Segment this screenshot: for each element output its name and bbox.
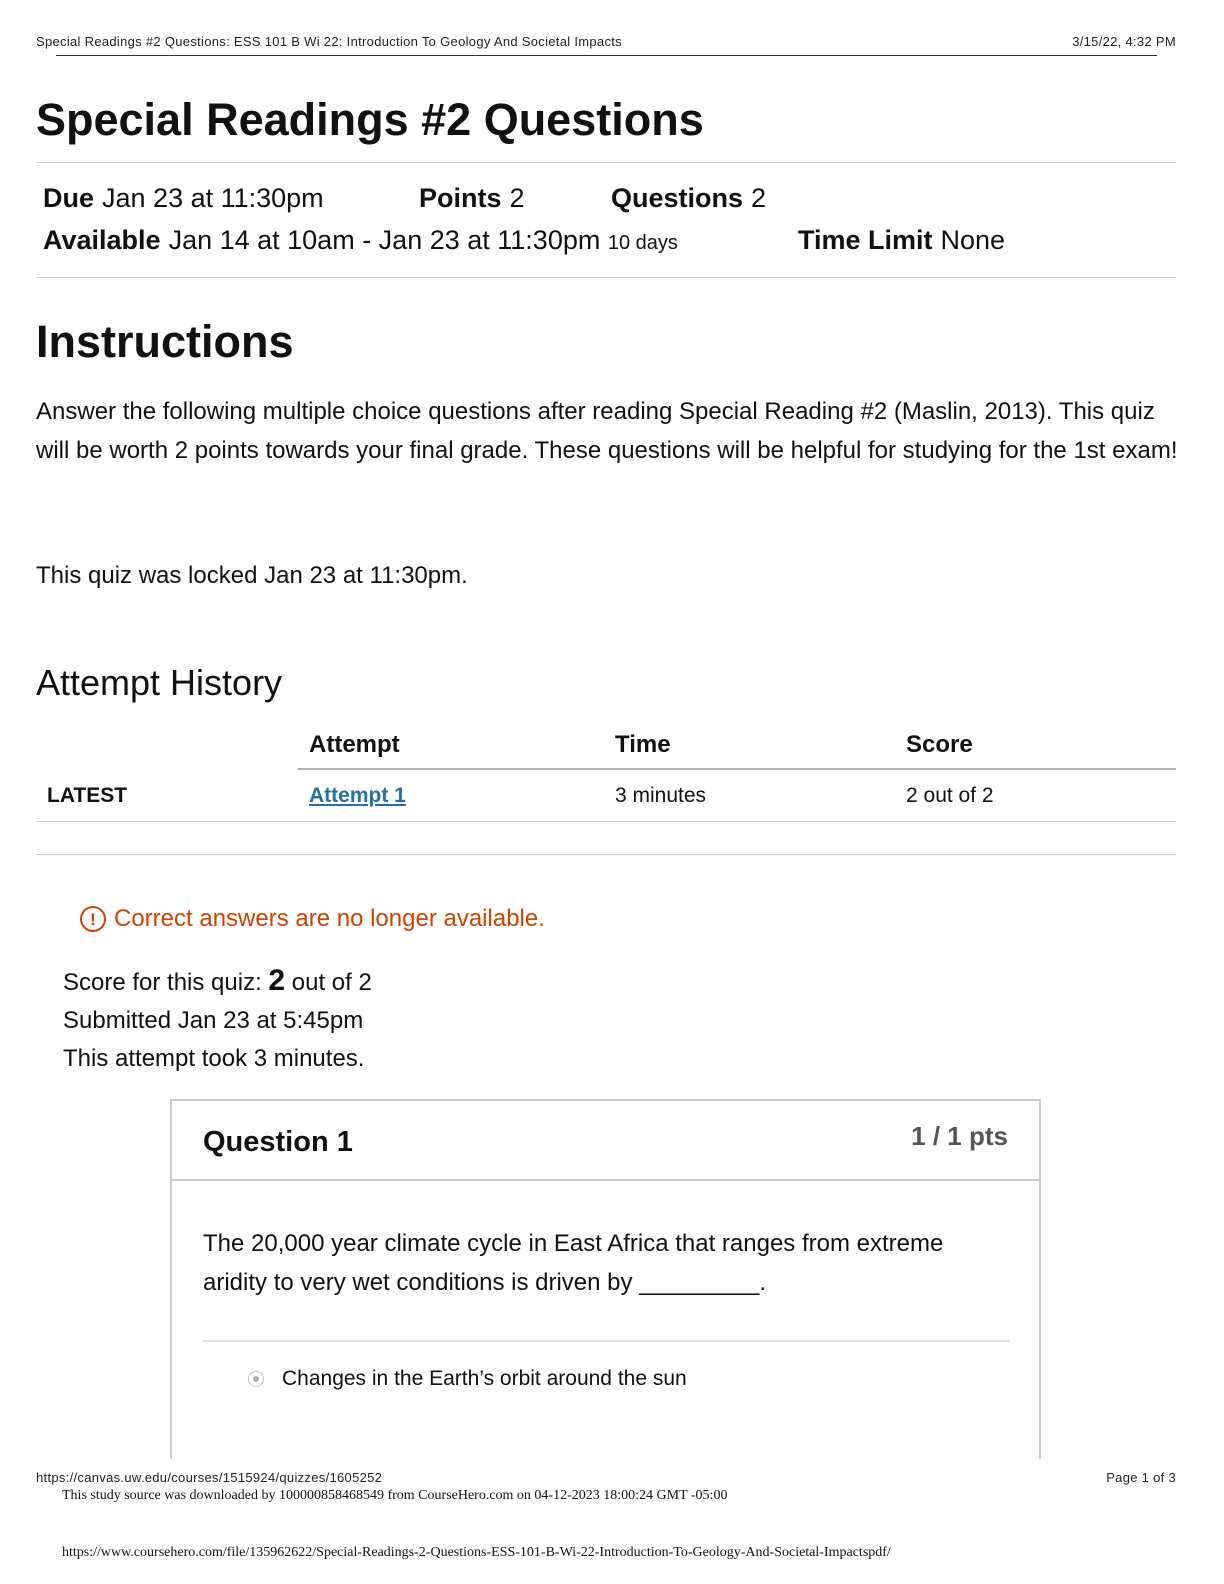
- meta-points-label: Points: [419, 183, 502, 213]
- answer-text: Changes in the Earth’s orbit around the sun: [282, 1367, 687, 1390]
- instructions-heading: Instructions: [36, 316, 294, 367]
- submitted-time: Submitted Jan 23 at 5:45pm: [63, 1007, 364, 1034]
- column-header-time: Time: [615, 731, 671, 758]
- meta-due-value: Jan 23 at 11:30pm: [102, 183, 324, 213]
- locked-notice: This quiz was locked Jan 23 at 11:30pm.: [36, 562, 468, 589]
- question-divider: [203, 1340, 1009, 1342]
- attempt-1-link[interactable]: Attempt 1: [309, 784, 406, 807]
- attempt-cell: [309, 784, 406, 808]
- attempt-time-cell: 3 minutes: [615, 784, 707, 807]
- print-footer-page: Page 1 of 3: [1106, 1470, 1176, 1485]
- attempt-history-heading: Attempt History: [36, 662, 283, 703]
- instructions-body: Answer the following multiple choice questions after reading Special Reading #2 (Maslin, 2013). This quiz will be worth 2 points towards your final grade. These questions will be helpful for studying for the 1st exam!: [36, 398, 1178, 464]
- meta-available-label: Available: [43, 225, 161, 255]
- print-footer-url: https://canvas.uw.edu/courses/1515924/quizzes/1605252: [36, 1470, 383, 1485]
- meta-points: [419, 183, 525, 214]
- meta-divider: [36, 277, 1176, 278]
- meta-time-limit-label: Time Limit: [798, 225, 933, 255]
- answers-unavailable-notice: [80, 905, 545, 933]
- meta-available-value: Jan 14 at 10am - Jan 23 at 11:30pm: [168, 225, 601, 255]
- print-header-divider: [56, 55, 1157, 56]
- score-summary: [63, 964, 372, 998]
- answers-unavailable-text: Correct answers are no longer available.: [114, 905, 545, 932]
- column-header-score: Score: [906, 731, 973, 758]
- score-value: 2: [268, 964, 286, 997]
- table-header-divider: [298, 768, 1176, 770]
- source-note: This study source was downloaded by 100000858468549 from CourseHero.com on 04-12-2023 18:00:24 GMT -05:00: [62, 1488, 728, 1503]
- question-header: [172, 1101, 1039, 1181]
- answer-option: [248, 1367, 687, 1391]
- question-text: The 20,000 year climate cycle in East Africa that ranges from extreme aridity to very wet conditions is driven by _________.: [203, 1230, 944, 1296]
- attempt-score-cell: 2 out of 2: [906, 784, 994, 807]
- meta-points-value: 2: [509, 183, 525, 213]
- title-divider: [36, 162, 1176, 163]
- meta-questions-value: 2: [751, 183, 767, 213]
- warning-icon: !: [80, 906, 106, 932]
- attempt-duration: This attempt took 3 minutes.: [63, 1045, 365, 1072]
- score-suffix: out of 2: [285, 969, 372, 996]
- print-header-title: Special Readings #2 Questions: ESS 101 B Wi 22: Introduction To Geology And Societal Impacts: [36, 34, 622, 49]
- meta-available: [43, 225, 678, 256]
- row-label-latest: LATEST: [47, 784, 128, 807]
- meta-time-limit: [798, 225, 1005, 256]
- meta-due: [43, 183, 324, 214]
- source-url: https://www.coursehero.com/file/135962622/Special-Readings-2-Questions-ESS-101-B-Wi-22-Introduction-To-Geology-And-Societal-Impactspdf/: [62, 1545, 891, 1560]
- meta-questions: [611, 183, 766, 214]
- meta-due-label: Due: [43, 183, 95, 213]
- meta-questions-label: Questions: [611, 183, 744, 213]
- section-divider: [36, 854, 1176, 855]
- meta-available-duration: 10 days: [607, 232, 678, 254]
- page-title: Special Readings #2 Questions: [36, 94, 704, 145]
- score-prefix: Score for this quiz:: [63, 969, 269, 996]
- question-title: Question 1: [203, 1126, 353, 1158]
- print-header-date: 3/15/22, 4:32 PM: [1072, 34, 1176, 49]
- table-bottom-divider: [36, 821, 1176, 822]
- question-points: 1 / 1 pts: [911, 1121, 1008, 1151]
- print-header: [36, 34, 1176, 56]
- column-header-attempt: Attempt: [309, 731, 400, 758]
- radio-selected-icon: [248, 1371, 264, 1387]
- meta-time-limit-value: None: [940, 225, 1006, 255]
- question-card: [170, 1099, 1041, 1459]
